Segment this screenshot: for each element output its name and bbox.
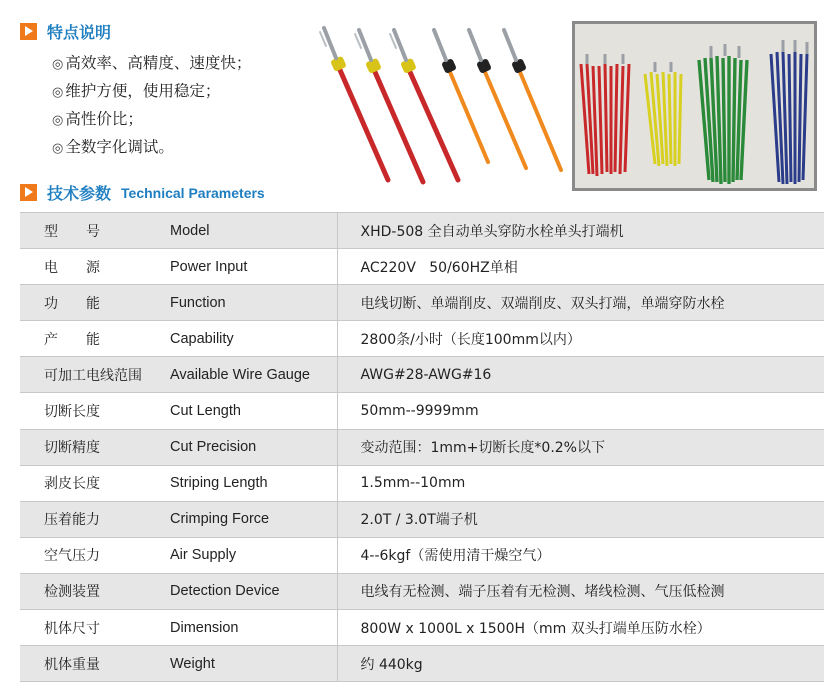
table-row [20,465,824,501]
bullet-icon: ◎ [52,141,64,156]
spec-name-cn: 空气压力 [20,537,144,573]
wire-bundles-drawing [575,24,814,188]
params-title-en: Technical Parameters [121,184,265,201]
spec-table [20,212,824,682]
spec-name-en: Detection Device [144,573,337,609]
spec-name-en: Striping Length [144,465,337,501]
spec-value: AC220V 50/60HZ单相 [337,249,824,285]
spec-name-cn: 功 能 [20,285,144,321]
spec-name-cn: 可加工电线范围 [20,357,144,393]
features-title: 特点说明 [47,23,112,42]
spec-name-cn: 机体尺寸 [20,610,144,646]
play-arrow-icon [20,23,37,40]
red-wire-sample [390,30,458,180]
spec-value: 800W x 1000L x 1500H（mm 双头打端单压防水栓） [337,610,824,646]
table-row [20,646,824,682]
spec-name-en: Model [144,213,337,249]
spec-name-cn: 电 源 [20,249,144,285]
feature-item: ◎ 高性价比； [52,110,143,128]
table-row [20,357,824,393]
red-wire-sample [355,30,423,182]
params-title-cn: 技术参数 [47,184,112,203]
spec-name-cn: 检测装置 [20,573,144,609]
spec-name-en: Available Wire Gauge [144,357,337,393]
table-row [20,213,824,249]
spec-value: 50mm--9999mm [337,393,824,429]
table-row [20,393,824,429]
spec-value: 2.0T / 3.0T端子机 [337,501,824,537]
table-row [20,249,824,285]
bullet-icon: ◎ [52,57,64,72]
table-row [20,429,824,465]
spec-value: 4--6kgf（需使用清干燥空气） [337,537,824,573]
spec-name-cn: 切断精度 [20,429,144,465]
spec-name-en: Crimping Force [144,501,337,537]
spec-value: XHD-508 全自动单头穿防水栓单头打端机 [337,213,824,249]
spec-name-cn: 型 号 [20,213,144,249]
feature-item: ◎ 全数字化调试。 [52,138,174,156]
orange-wire-sample [504,30,561,170]
spec-name-en: Function [144,285,337,321]
spec-name-en: Cut Length [144,393,337,429]
feature-item: ◎ 高效率、高精度、速度快； [52,54,252,72]
spec-name-en: Weight [144,646,337,682]
spec-name-cn: 剥皮长度 [20,465,144,501]
spec-value: 2800条/小时（长度100mm以内） [337,321,824,357]
spec-value: 1.5mm--10mm [337,465,824,501]
spec-name-en: Cut Precision [144,429,337,465]
play-arrow-icon [20,184,37,201]
features-list [52,50,251,162]
table-row [20,610,824,646]
orange-wire-sample [469,30,526,168]
table-row [20,285,824,321]
spec-name-cn: 切断长度 [20,393,144,429]
spec-name-en: Capability [144,321,337,357]
spec-name-en: Dimension [144,610,337,646]
spec-value: 变动范围：1mm+切断长度*0.2%以下 [337,429,824,465]
feature-item: ◎ 维护方便，使用稳定； [52,82,221,100]
spec-name-en: Power Input [144,249,337,285]
spec-name-cn: 机体重量 [20,646,144,682]
table-row [20,537,824,573]
bullet-icon: ◎ [52,113,64,128]
bullet-icon: ◎ [52,85,64,100]
spec-value: 约 440kg [337,646,824,682]
spec-value: 电线有无检测、端子压着有无检测、堵线检测、气压低检测 [337,573,824,609]
spec-value: AWG#28-AWG#16 [337,357,824,393]
spec-name-en: Air Supply [144,537,337,573]
params-header [20,181,265,204]
table-row [20,573,824,609]
features-header [20,20,111,43]
red-wire-sample [320,28,388,180]
table-row [20,501,824,537]
spec-name-cn: 压着能力 [20,501,144,537]
spec-name-cn: 产 能 [20,321,144,357]
spec-value: 电线切断、单端削皮、双端削皮、双头打端，单端穿防水栓 [337,285,824,321]
table-row [20,321,824,357]
wire-bundles-photo [572,21,817,191]
crimped-wire-samples-image [318,20,568,195]
